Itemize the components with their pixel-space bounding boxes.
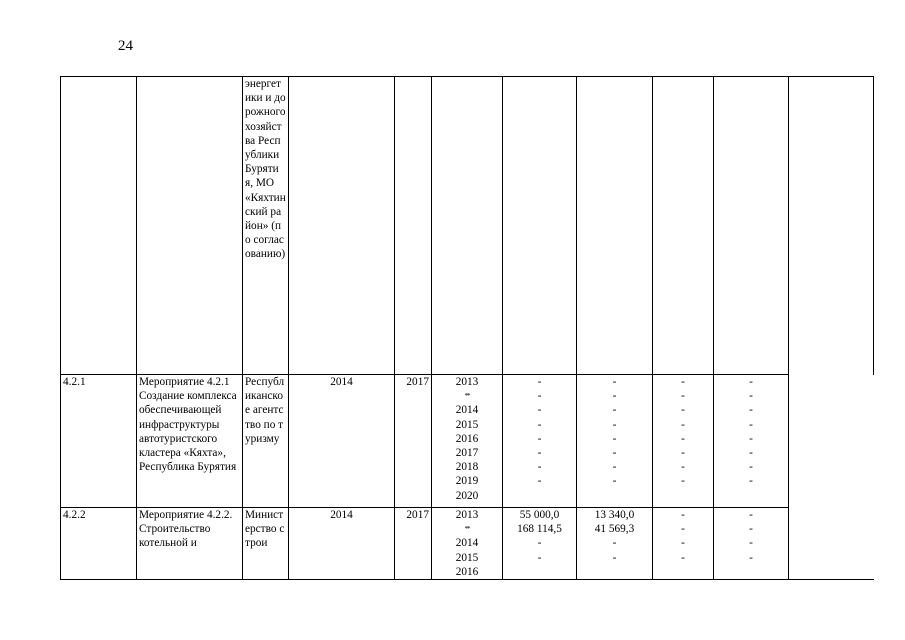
funding-d-cell: - - - - - - - -: [714, 375, 789, 508]
start-year-cell: 2014: [289, 508, 395, 580]
end-year-cell: 2017: [395, 508, 432, 580]
start-year-cell: 2014: [289, 375, 395, 508]
year-value: 2014: [455, 404, 479, 417]
year-value: 2013 **: [455, 376, 479, 401]
code-cell: 4.2.2: [61, 508, 137, 580]
funding-d-cell: [714, 77, 789, 375]
years-cell: [432, 508, 503, 580]
extra-column-cell: [789, 77, 874, 375]
year-value: 2015: [455, 551, 479, 564]
executor-cell: Республиканское агентство по туризму: [243, 375, 289, 508]
name-cell: Мероприятие 4.2.2. Строительство котельной и: [137, 508, 243, 580]
year-value: 2013 **: [455, 509, 479, 534]
program-activities-table: [60, 76, 874, 580]
table-row: [61, 77, 874, 375]
table-row: [61, 508, 874, 580]
extra-column-cell: [789, 375, 874, 508]
extra-column-cell: [789, 508, 874, 580]
table-row: [61, 375, 874, 508]
funding-b-cell: [577, 77, 653, 375]
funding-b-cell: - - - - - - - -: [577, 375, 653, 508]
funding-a-cell: [503, 77, 577, 375]
funding-c-cell: - - - - - - - -: [653, 375, 714, 508]
funding-b-cell: 13 340,0 41 569,3 - -: [577, 508, 653, 580]
funding-c-cell: [653, 77, 714, 375]
funding-c-cell: - - - -: [653, 508, 714, 580]
year-value: 2016: [455, 432, 479, 445]
end-year-cell: [395, 77, 432, 375]
year-value: 2017: [455, 447, 479, 460]
years-cell: [432, 77, 503, 375]
year-value: 2016: [455, 565, 479, 578]
executor-cell: Министерство строи: [243, 508, 289, 580]
year-value: 2019: [455, 475, 479, 488]
year-value: 2018: [455, 461, 479, 474]
years-cell: [432, 375, 503, 508]
funding-a-cell: 55 000,0 168 114,5 - -: [503, 508, 577, 580]
funding-a-cell: - - - - - - - -: [503, 375, 577, 508]
page-number: 24: [118, 38, 133, 54]
year-value: 2015: [455, 418, 479, 431]
name-cell: [137, 77, 243, 375]
year-value: 2014: [455, 537, 479, 550]
end-year-cell: 2017: [395, 375, 432, 508]
code-cell: [61, 77, 137, 375]
start-year-cell: [289, 77, 395, 375]
executor-cell: энергетики и дорожного хозяйства Республики Бурятия, МО «Кяхтинский район» (по согласованию): [243, 77, 289, 375]
code-cell: 4.2.1: [61, 375, 137, 508]
funding-d-cell: - - - -: [714, 508, 789, 580]
year-value: 2020: [455, 489, 479, 502]
name-cell: Мероприятие 4.2.1 Создание комплекса обеспечивающей инфраструктуры автотуристского кластера «Кяхта», Республика Бурятия: [137, 375, 243, 508]
